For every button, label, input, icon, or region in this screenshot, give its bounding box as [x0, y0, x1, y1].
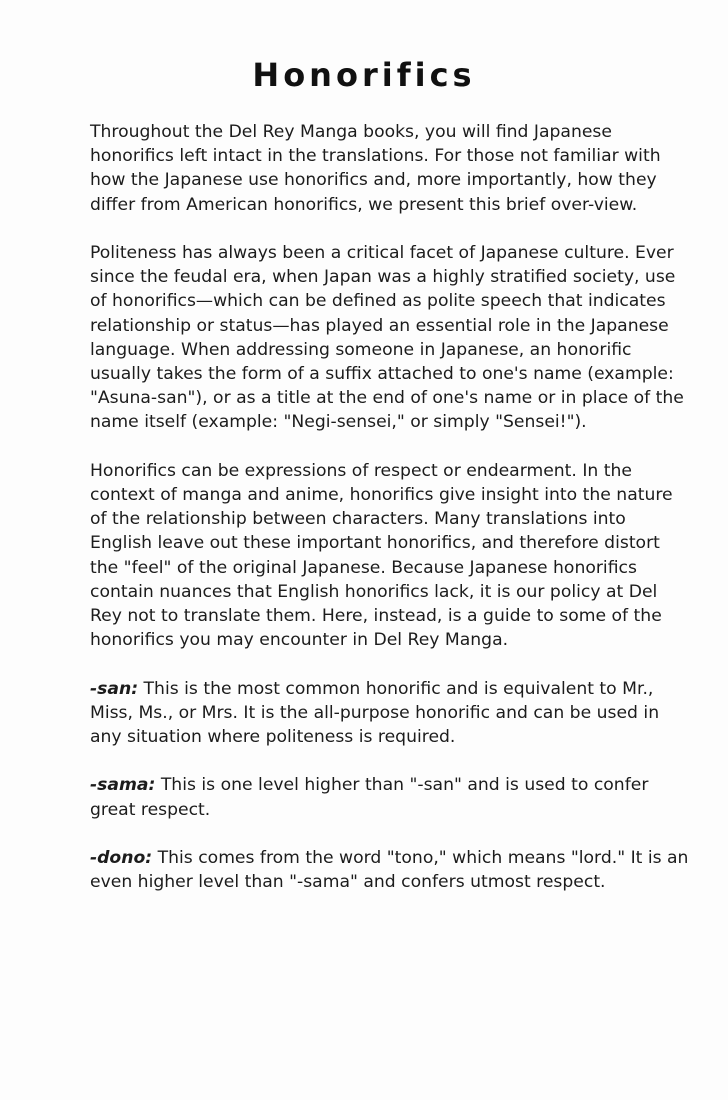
term-dono: -dono:: [90, 848, 153, 869]
definition-dono: [90, 846, 690, 894]
definition-dono-text: This comes from the word "tono," which means "lord." It is an even higher level than "-sama" and confers utmost respect.: [90, 848, 689, 893]
definition-san-text: This is the most common honorific and is equivalent to Mr., Miss, Ms., or Mrs. It is the all-purpose honorific and can be used in any situation where politeness is required.: [90, 678, 660, 748]
term-san: -san:: [90, 678, 139, 699]
term-sama: -sama:: [90, 775, 156, 796]
definition-sama: [90, 773, 690, 821]
politeness-paragraph: Politeness has always been a critical facet of Japanese culture. Ever since the feudal era, when Japan was a highly stratified society, use of honorifics—which can be defined as polite speech that indicates relationship or status—has played an essential role in the Japanese language. When addressing someone in Japanese, an honorific usually takes the form of a suffix attached to one's name (example: "Asuna-san"), or as a title at the end of one's name or in place of the name itself (example: "Negi-sensei," or simply "Sensei!").: [90, 243, 684, 433]
body-text: [90, 120, 690, 919]
definition-san: [90, 677, 690, 750]
intro-paragraph: Throughout the Del Rey Manga books, you will find Japanese honorifics left intact in the translations. For those not familiar with how the Japanese use honorifics and, more importantly, how they differ from American honorifics, we present this brief over-view.: [90, 122, 661, 215]
definition-sama-text: This is one level higher than "-san" and is used to confer great respect.: [90, 775, 649, 820]
respect-paragraph: Honorifics can be expressions of respect or endearment. In the context of manga and anime, honorifics give insight into the nature of the relationship between characters. Many translations into English leave out these important honorifics, and therefore distort the "feel" of the original Japanese. Because Japanese honorifics contain nuances that English honorifics lack, it is our policy at Del Rey not to translate them. Here, instead, is a guide to some of the honorifics you may encounter in Del Rey Manga.: [90, 460, 673, 651]
page-title: Honorifics: [252, 56, 476, 94]
